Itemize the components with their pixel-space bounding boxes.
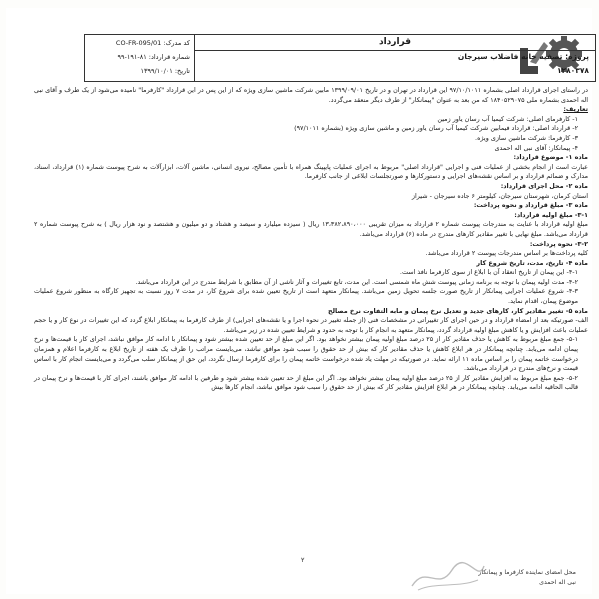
definition-item: ۳- کارفرما: شرکت ماشین سازی ویژه. — [475, 133, 578, 142]
article-5-heading: ماده ۵- تغییر مقادیر کار، کارهای جدید و تعدیل نرخ پیمان و مابه التفاوت نرخ مصالح — [328, 306, 588, 315]
article-5-2: ۵-۲- جمع مبلغ مربوط به افزایش مقادیر کار از ۲۵ درصد مبلغ اولیه پیمان بیشتر نخواهد بود. اگر این مبلغ از حد تعیین شده بیشتر شود و طرفین با ادامه کار موافق باشند، اجرای کار با قیمت‌ها و نرخ پیمان در قالب الحاقیه ادامه می‌یابد. چنانچه پیمانکار در هر ابلاغ افزایش مقادیر کار که بیش از حد حقوق را سبب شود موافق نباشد، انجام کارها بیش — [34, 373, 578, 392]
article-4-1: ۴-۱- این پیمان از تاریخ انعقاد آن با ابلاغ از سوی کارفرما نافذ است. — [399, 268, 578, 277]
page-number: ۲ — [301, 556, 305, 564]
document-sheet — [6, 8, 592, 594]
project-name: پروژه: تصفیه خانه فاضلاب سیرجان — [457, 52, 589, 61]
definitions-heading: تعاریف: — [563, 105, 588, 114]
article-3-2-heading: ۳-۲- نحوه پرداخت: — [529, 239, 588, 248]
article-4-2: ۴-۲- مدت اولیه پیمان با توجه به برنامه زمانی پیوست شش ماه شمسی است. این مدت، تابع تغییرات و آثار ناشی از آن مطابق با شرایط مندرج در این قرارداد می‌باشد. — [135, 277, 578, 286]
doc-code: کد مدرک: CO-FR-095/01 — [115, 39, 190, 47]
signatory-name: نبی اله احمدی — [539, 579, 576, 586]
article-4-3: ۴-۳- شروع عملیات اجرایی پیمانکار از تاریخ صورت جلسه تحویل زمین می‌باشد. پیمانکار متعهد است از تاریخ تعیین شده برای شروع کار، در مدت ۷ روز نسبت به تجهیز کارگاه به منظور شروع عملیات موضوع پیمان، اقدام نماید. — [34, 287, 578, 306]
article-3-1-text: مبلغ اولیه قرارداد با عنایت به مندرجات پیوست شماره ۲ قرارداد به میزان تقریبی ۱۳،۳۸۲،۸۹۰،۰۰۰ ریال ( سیزده میلیارد و سیصد و هشتاد و دو میلیون و هشتصد و نود هزار ریال ) به شرح پیوست شماره ۲ قرارداد می‌باشد. مبلغ نهایی با تغییر مقادیر کارهای مندرج در ماده (۶) قرارداد می‌باشد. — [34, 220, 588, 238]
signature-block — [326, 568, 576, 588]
intro-paragraph: در راستای اجرای قرارداد اصلی بشماره ۹۷/۱۰/۱۰۱۱ این قرارداد در تهران و در تاریخ ۱۳۹۹/۰۹/۰۱ مابین شرکت ماشین سازی ویژه که از این پس در این قرارداد "کارفرما" نامیده می‌شود از یک طرف و آقای نبی اله احمدی بشماره ملی ۱۸۴۰۵۲۹۰۷۵ که من بعد به عنوان "پیمانکار" از طرف دیگر منعقد می‌گردد. — [34, 86, 588, 104]
document-title: قرارداد — [378, 37, 412, 47]
document-header — [84, 34, 596, 82]
article-1-text: عبارت است از انجام بخشی از عملیات فنی و اجرایی "قرارداد اصلی" مربوط به اجرای عملیات پایپینگ همراه با تأمین مصالح، نیروی انسانی، ماشین آلات، ابزارآلات به شرح پیوست شماره (۱) قرارداد، اسناد، مدارک و ضمائم قرارداد و بر اساس نقشه‌های اجرایی و دستورکارها و صورتجلسات ابلاغی از جانب کارفرما. — [34, 162, 588, 181]
contract-number: شماره قرارداد: ۸۱-۱۹۱-۹۹ — [117, 53, 190, 61]
article-5-1: ۵-۱- جمع مبلغ مربوط به کاهش یا حذف مقادیر کار از ۲۵ درصد مبلغ اولیه پیمان بیشتر نخواهد بود. اگر این مبلغ از حد تعیین شده بیشتر شود و پیمانکار با ادامه کار موافق نباشد، اجرای کار با قیمت‌ها و نرخ پیمان ادامه می‌یابد. چنانچه پیمانکار در هر ابلاغ کاهش یا حذف مقادیر کار که بیش از حد حقوق را سبب شود موافق نباشد، می‌بایست مراتب را ظرف یک هفته از تاریخ ابلاغ به کارفرما اعلام و همزمان درخواست خاتمه پیمان را بر اساس ماده ۱۱ ارائه نماید. در صورتیکه در مهلت یاد شده درخواست خاتمه پیمان را برای کارفرما ارسال نگردد، این حق از پیمانکار سلب می‌گردد و می‌بایست انجام کار با اساس قیمت و نرخ‌های مندرج در قرارداد می‌باشد. — [34, 335, 578, 373]
registration-number: ۱۲۸۰۳۷۸ — [556, 66, 589, 75]
article-3-1-heading: ۳-۱- مبلغ اولیه قرارداد: — [514, 210, 588, 219]
definition-item: ۱- کارفرمای اصلی: شرکت کیمیا آب رسان یاور زمین — [437, 114, 578, 123]
header-meta — [85, 35, 195, 81]
contract-body — [34, 86, 588, 393]
definition-item: ۲- قرارداد اصلی: قرارداد فیمابین شرکت کیمیا آب رسان یاور زمین و ماشین سازی ویژه (بشماره ۹۷/۱۰۱۱) — [294, 124, 578, 133]
article-5-a: الف- صورتیکه بعد از امضاء قرارداد و در حین اجرای کار تغییراتی در مشخصات فنی (از جمله تغییر در نحوه اجرا و یا نقشه‌های اجرایی) از طرف کارفرما به پیمانکار ابلاغ گردد که این تغییرات در نوع کار و یا حجم عملیات باعث افزایش و یا کاهش مبلغ اولیه قرارداد گردد، پیمانکار متعهد به انجام کار با توجه به حدود و شرایط تعیین شده در زیر می‌باشد. — [34, 316, 588, 334]
article-1-heading: ماده ۱- موضوع قرارداد: — [513, 153, 588, 162]
article-3-heading: ماده ۳- مبلغ قرارداد و نحوه پرداخت: — [473, 201, 588, 210]
header-main — [195, 35, 595, 81]
article-2-text: استان کرمان، شهرستان سیرجان، کیلومتر ۶ جاده سیرجان - شیراز — [411, 191, 588, 200]
article-4-heading: ماده ۴- تاریخ، مدت، تاریخ شروع کار — [476, 258, 588, 267]
signature-caption: محل امضای نماینده کارفرما و پیمانکار — [478, 569, 576, 576]
header-divider — [195, 50, 595, 51]
definition-item: ۴- پیمانکار: آقای نبی اله احمدی — [494, 143, 578, 152]
article-3-2-text: کلیه پرداخت‌ها بر اساس مندرجات پیوست ۲ قرارداد می‌باشد. — [425, 249, 588, 258]
contract-date: تاریخ: ۱۳۹۹/۱۰/۰۱ — [140, 67, 190, 75]
article-2-heading: ماده ۲- محل اجرای قرارداد: — [500, 181, 588, 190]
